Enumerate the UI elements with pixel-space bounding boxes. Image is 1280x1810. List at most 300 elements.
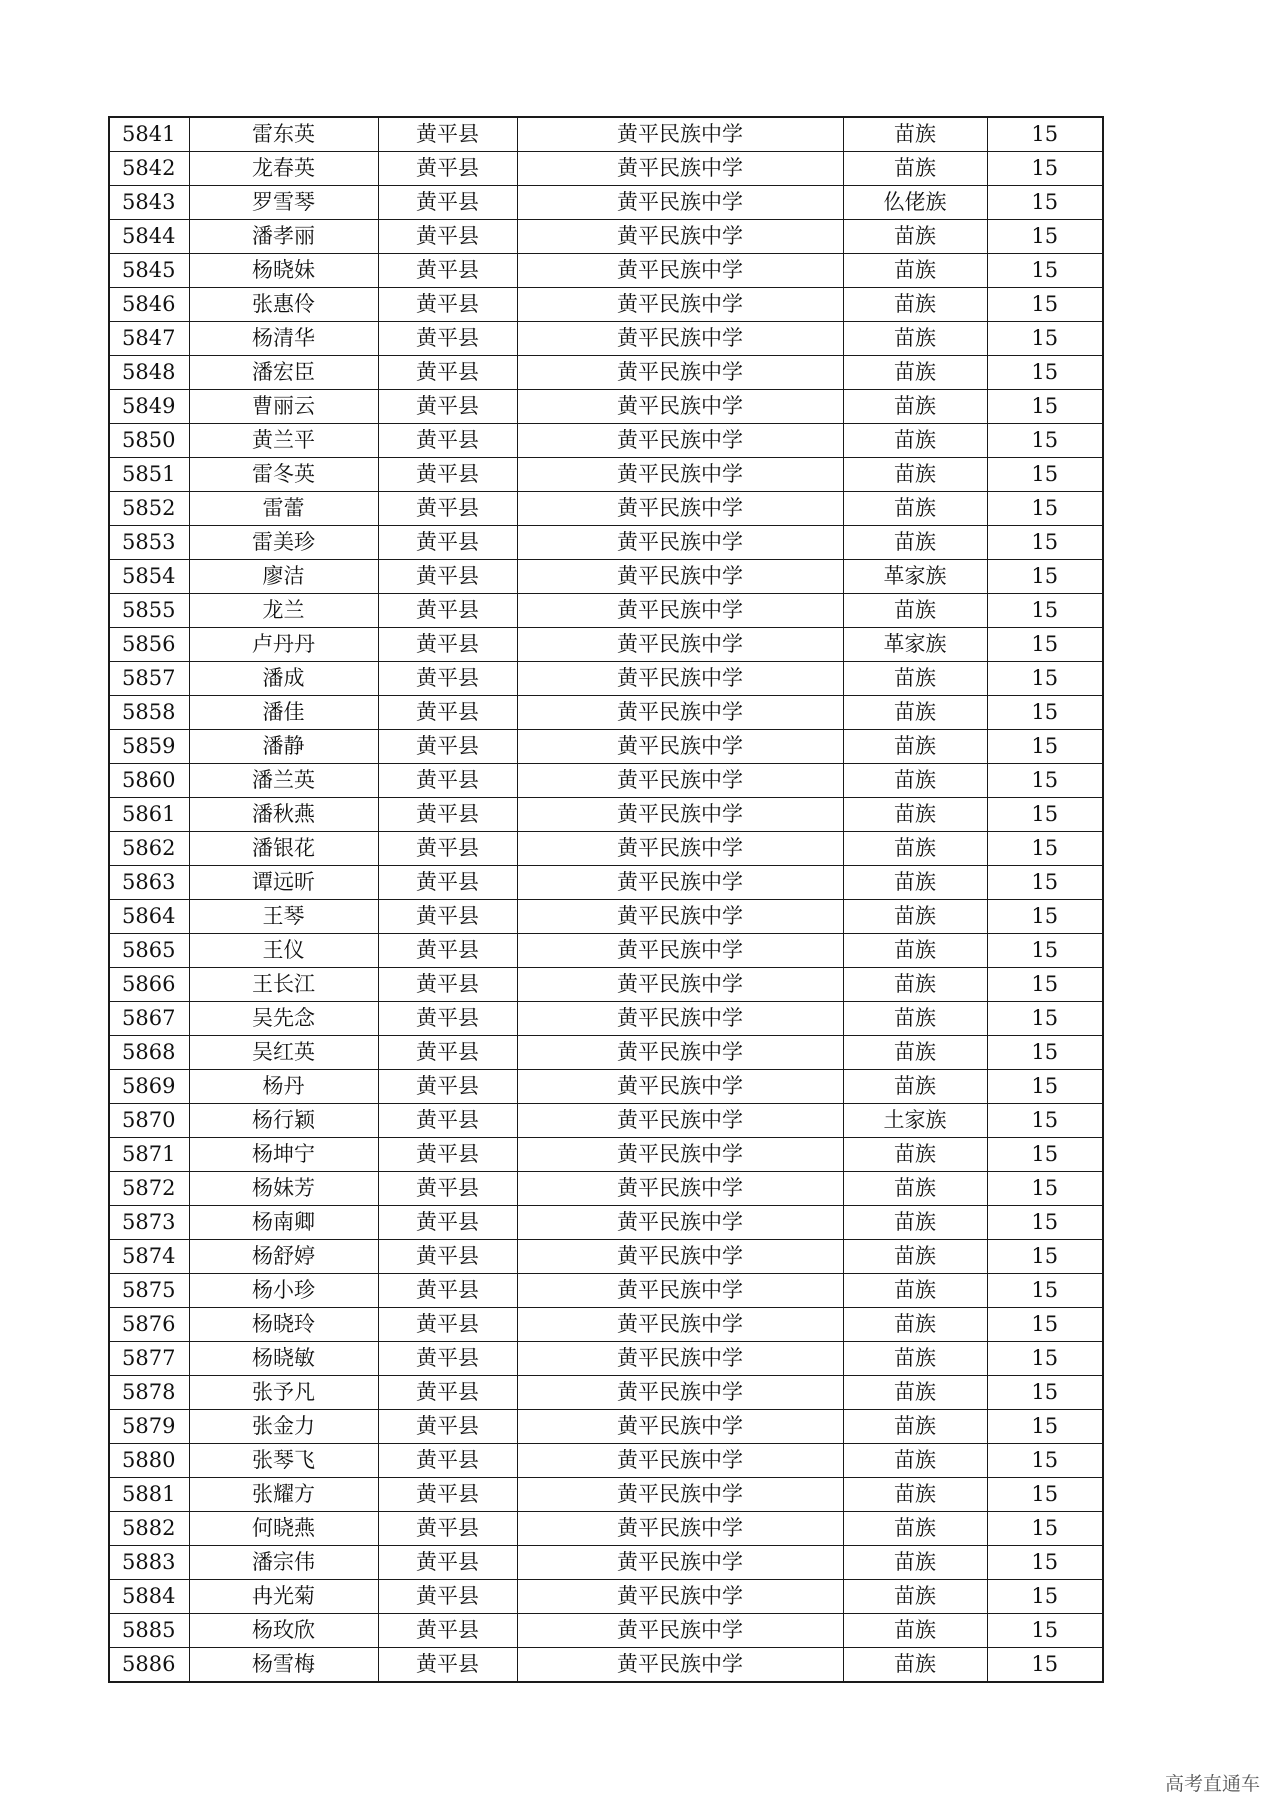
cell-name: 龙兰	[189, 594, 378, 628]
table-row	[109, 458, 1103, 492]
table-row	[109, 662, 1103, 696]
cell-ethnicity: 苗族	[843, 152, 987, 186]
cell-no: 5868	[109, 1036, 189, 1070]
cell-ethnicity: 苗族	[843, 1070, 987, 1104]
cell-ethnicity: 苗族	[843, 866, 987, 900]
cell-no: 5870	[109, 1104, 189, 1138]
cell-no: 5884	[109, 1580, 189, 1614]
cell-name: 罗雪琴	[189, 186, 378, 220]
cell-ethnicity: 苗族	[843, 1308, 987, 1342]
cell-no: 5871	[109, 1138, 189, 1172]
table-row	[109, 1342, 1103, 1376]
cell-ethnicity: 苗族	[843, 356, 987, 390]
roster-table	[108, 116, 1104, 1683]
cell-ethnicity: 苗族	[843, 1478, 987, 1512]
cell-no: 5879	[109, 1410, 189, 1444]
table-row	[109, 152, 1103, 186]
table-row	[109, 1036, 1103, 1070]
cell-name: 曹丽云	[189, 390, 378, 424]
cell-school: 黄平民族中学	[517, 560, 843, 594]
cell-points: 15	[987, 900, 1103, 934]
cell-points: 15	[987, 1614, 1103, 1648]
table-row	[109, 220, 1103, 254]
cell-no: 5873	[109, 1206, 189, 1240]
cell-school: 黄平民族中学	[517, 900, 843, 934]
table-row	[109, 1614, 1103, 1648]
table-row	[109, 1410, 1103, 1444]
cell-school: 黄平民族中学	[517, 1546, 843, 1580]
cell-ethnicity: 土家族	[843, 1104, 987, 1138]
cell-points: 15	[987, 254, 1103, 288]
cell-points: 15	[987, 1138, 1103, 1172]
cell-ethnicity: 苗族	[843, 526, 987, 560]
cell-no: 5850	[109, 424, 189, 458]
cell-school: 黄平民族中学	[517, 696, 843, 730]
cell-no: 5842	[109, 152, 189, 186]
cell-no: 5864	[109, 900, 189, 934]
cell-ethnicity: 苗族	[843, 1036, 987, 1070]
cell-school: 黄平民族中学	[517, 1206, 843, 1240]
cell-name: 廖洁	[189, 560, 378, 594]
table-row	[109, 1104, 1103, 1138]
cell-ethnicity: 苗族	[843, 1138, 987, 1172]
cell-ethnicity: 苗族	[843, 1002, 987, 1036]
cell-school: 黄平民族中学	[517, 1614, 843, 1648]
cell-school: 黄平民族中学	[517, 220, 843, 254]
cell-ethnicity: 苗族	[843, 832, 987, 866]
table-row	[109, 1172, 1103, 1206]
cell-points: 15	[987, 1376, 1103, 1410]
table-row	[109, 1206, 1103, 1240]
cell-points: 15	[987, 1342, 1103, 1376]
cell-ethnicity: 苗族	[843, 934, 987, 968]
cell-name: 杨丹	[189, 1070, 378, 1104]
roster-body	[109, 117, 1103, 1682]
cell-no: 5851	[109, 458, 189, 492]
cell-ethnicity: 苗族	[843, 288, 987, 322]
cell-county: 黄平县	[378, 594, 517, 628]
cell-no: 5878	[109, 1376, 189, 1410]
table-row	[109, 696, 1103, 730]
cell-school: 黄平民族中学	[517, 254, 843, 288]
cell-no: 5872	[109, 1172, 189, 1206]
cell-ethnicity: 苗族	[843, 220, 987, 254]
table-row	[109, 560, 1103, 594]
cell-points: 15	[987, 1546, 1103, 1580]
cell-county: 黄平县	[378, 1206, 517, 1240]
cell-name: 何晓燕	[189, 1512, 378, 1546]
cell-no: 5883	[109, 1546, 189, 1580]
cell-name: 雷美珍	[189, 526, 378, 560]
cell-school: 黄平民族中学	[517, 1580, 843, 1614]
cell-county: 黄平县	[378, 424, 517, 458]
cell-county: 黄平县	[378, 1274, 517, 1308]
table-row	[109, 594, 1103, 628]
cell-no: 5867	[109, 1002, 189, 1036]
cell-no: 5882	[109, 1512, 189, 1546]
cell-ethnicity: 苗族	[843, 968, 987, 1002]
cell-no: 5875	[109, 1274, 189, 1308]
cell-school: 黄平民族中学	[517, 1342, 843, 1376]
cell-name: 杨雪梅	[189, 1648, 378, 1683]
table-row	[109, 1478, 1103, 1512]
cell-ethnicity: 苗族	[843, 1376, 987, 1410]
cell-school: 黄平民族中学	[517, 492, 843, 526]
table-row	[109, 1240, 1103, 1274]
cell-points: 15	[987, 730, 1103, 764]
cell-ethnicity: 苗族	[843, 662, 987, 696]
cell-county: 黄平县	[378, 1546, 517, 1580]
cell-county: 黄平县	[378, 117, 517, 152]
cell-school: 黄平民族中学	[517, 322, 843, 356]
cell-points: 15	[987, 594, 1103, 628]
cell-ethnicity: 苗族	[843, 1580, 987, 1614]
cell-county: 黄平县	[378, 1444, 517, 1478]
table-row	[109, 1376, 1103, 1410]
cell-name: 杨清华	[189, 322, 378, 356]
cell-no: 5846	[109, 288, 189, 322]
cell-no: 5858	[109, 696, 189, 730]
cell-no: 5865	[109, 934, 189, 968]
cell-no: 5860	[109, 764, 189, 798]
table-row	[109, 1070, 1103, 1104]
cell-school: 黄平民族中学	[517, 1070, 843, 1104]
cell-county: 黄平县	[378, 730, 517, 764]
cell-no: 5866	[109, 968, 189, 1002]
cell-points: 15	[987, 1002, 1103, 1036]
cell-no: 5877	[109, 1342, 189, 1376]
cell-ethnicity: 苗族	[843, 390, 987, 424]
cell-no: 5862	[109, 832, 189, 866]
cell-school: 黄平民族中学	[517, 288, 843, 322]
cell-points: 15	[987, 662, 1103, 696]
cell-no: 5849	[109, 390, 189, 424]
cell-school: 黄平民族中学	[517, 390, 843, 424]
cell-name: 张金力	[189, 1410, 378, 1444]
cell-name: 杨舒婷	[189, 1240, 378, 1274]
cell-school: 黄平民族中学	[517, 832, 843, 866]
cell-points: 15	[987, 798, 1103, 832]
table-row	[109, 1444, 1103, 1478]
table-row	[109, 1648, 1103, 1683]
cell-name: 潘静	[189, 730, 378, 764]
cell-no: 5881	[109, 1478, 189, 1512]
cell-points: 15	[987, 1444, 1103, 1478]
cell-ethnicity: 苗族	[843, 1410, 987, 1444]
cell-county: 黄平县	[378, 254, 517, 288]
table-row	[109, 628, 1103, 662]
cell-points: 15	[987, 390, 1103, 424]
cell-points: 15	[987, 1478, 1103, 1512]
cell-no: 5861	[109, 798, 189, 832]
cell-points: 15	[987, 1410, 1103, 1444]
cell-points: 15	[987, 1580, 1103, 1614]
cell-no: 5886	[109, 1648, 189, 1683]
cell-school: 黄平民族中学	[517, 356, 843, 390]
cell-ethnicity: 苗族	[843, 1240, 987, 1274]
cell-school: 黄平民族中学	[517, 1036, 843, 1070]
cell-county: 黄平县	[378, 322, 517, 356]
cell-points: 15	[987, 526, 1103, 560]
cell-county: 黄平县	[378, 1240, 517, 1274]
cell-county: 黄平县	[378, 900, 517, 934]
cell-points: 15	[987, 764, 1103, 798]
cell-no: 5848	[109, 356, 189, 390]
cell-county: 黄平县	[378, 560, 517, 594]
cell-points: 15	[987, 424, 1103, 458]
cell-no: 5841	[109, 117, 189, 152]
table-row	[109, 526, 1103, 560]
cell-ethnicity: 苗族	[843, 254, 987, 288]
cell-points: 15	[987, 560, 1103, 594]
cell-points: 15	[987, 186, 1103, 220]
cell-school: 黄平民族中学	[517, 424, 843, 458]
cell-school: 黄平民族中学	[517, 1308, 843, 1342]
cell-county: 黄平县	[378, 356, 517, 390]
cell-school: 黄平民族中学	[517, 934, 843, 968]
cell-points: 15	[987, 288, 1103, 322]
cell-county: 黄平县	[378, 492, 517, 526]
table-row	[109, 322, 1103, 356]
cell-ethnicity: 苗族	[843, 1614, 987, 1648]
cell-ethnicity: 苗族	[843, 900, 987, 934]
cell-school: 黄平民族中学	[517, 628, 843, 662]
cell-no: 5874	[109, 1240, 189, 1274]
table-row	[109, 424, 1103, 458]
cell-points: 15	[987, 1070, 1103, 1104]
cell-school: 黄平民族中学	[517, 117, 843, 152]
cell-school: 黄平民族中学	[517, 1410, 843, 1444]
cell-points: 15	[987, 1240, 1103, 1274]
cell-no: 5845	[109, 254, 189, 288]
cell-county: 黄平县	[378, 220, 517, 254]
cell-county: 黄平县	[378, 764, 517, 798]
cell-points: 15	[987, 968, 1103, 1002]
cell-points: 15	[987, 832, 1103, 866]
cell-no: 5857	[109, 662, 189, 696]
cell-name: 吴红英	[189, 1036, 378, 1070]
cell-school: 黄平民族中学	[517, 1002, 843, 1036]
cell-name: 杨晓妹	[189, 254, 378, 288]
cell-school: 黄平民族中学	[517, 1376, 843, 1410]
cell-ethnicity: 苗族	[843, 1512, 987, 1546]
cell-school: 黄平民族中学	[517, 730, 843, 764]
cell-county: 黄平县	[378, 934, 517, 968]
cell-school: 黄平民族中学	[517, 1444, 843, 1478]
cell-county: 黄平县	[378, 832, 517, 866]
cell-name: 杨晓玲	[189, 1308, 378, 1342]
cell-name: 杨妹芳	[189, 1172, 378, 1206]
cell-school: 黄平民族中学	[517, 526, 843, 560]
cell-no: 5885	[109, 1614, 189, 1648]
table-row	[109, 492, 1103, 526]
cell-ethnicity: 苗族	[843, 594, 987, 628]
cell-points: 15	[987, 1104, 1103, 1138]
cell-points: 15	[987, 1172, 1103, 1206]
cell-ethnicity: 革家族	[843, 560, 987, 594]
table-row	[109, 1580, 1103, 1614]
cell-ethnicity: 苗族	[843, 492, 987, 526]
cell-name: 杨玫欣	[189, 1614, 378, 1648]
cell-county: 黄平县	[378, 1478, 517, 1512]
cell-no: 5863	[109, 866, 189, 900]
cell-points: 15	[987, 628, 1103, 662]
cell-ethnicity: 苗族	[843, 117, 987, 152]
cell-county: 黄平县	[378, 1308, 517, 1342]
cell-school: 黄平民族中学	[517, 798, 843, 832]
cell-ethnicity: 苗族	[843, 696, 987, 730]
cell-name: 潘秋燕	[189, 798, 378, 832]
cell-name: 张琴飞	[189, 1444, 378, 1478]
cell-name: 雷冬英	[189, 458, 378, 492]
cell-ethnicity: 苗族	[843, 764, 987, 798]
cell-name: 冉光菊	[189, 1580, 378, 1614]
cell-no: 5876	[109, 1308, 189, 1342]
cell-county: 黄平县	[378, 1172, 517, 1206]
cell-county: 黄平县	[378, 696, 517, 730]
cell-school: 黄平民族中学	[517, 764, 843, 798]
cell-points: 15	[987, 866, 1103, 900]
table-row	[109, 866, 1103, 900]
cell-county: 黄平县	[378, 390, 517, 424]
cell-county: 黄平县	[378, 866, 517, 900]
cell-no: 5853	[109, 526, 189, 560]
cell-county: 黄平县	[378, 1342, 517, 1376]
table-row	[109, 900, 1103, 934]
table-row	[109, 1512, 1103, 1546]
table-row	[109, 968, 1103, 1002]
cell-name: 潘银花	[189, 832, 378, 866]
cell-points: 15	[987, 458, 1103, 492]
cell-county: 黄平县	[378, 1070, 517, 1104]
cell-no: 5847	[109, 322, 189, 356]
cell-school: 黄平民族中学	[517, 1274, 843, 1308]
cell-name: 张耀方	[189, 1478, 378, 1512]
table-row	[109, 832, 1103, 866]
cell-ethnicity: 苗族	[843, 1342, 987, 1376]
cell-name: 张予凡	[189, 1376, 378, 1410]
cell-no: 5843	[109, 186, 189, 220]
table-row	[109, 730, 1103, 764]
table-row	[109, 390, 1103, 424]
cell-county: 黄平县	[378, 1410, 517, 1444]
cell-points: 15	[987, 356, 1103, 390]
cell-name: 潘宏臣	[189, 356, 378, 390]
cell-name: 王长江	[189, 968, 378, 1002]
cell-county: 黄平县	[378, 458, 517, 492]
cell-points: 15	[987, 117, 1103, 152]
cell-no: 5869	[109, 1070, 189, 1104]
cell-county: 黄平县	[378, 526, 517, 560]
table-row	[109, 1308, 1103, 1342]
cell-points: 15	[987, 934, 1103, 968]
cell-county: 黄平县	[378, 1138, 517, 1172]
cell-name: 吴先念	[189, 1002, 378, 1036]
cell-ethnicity: 苗族	[843, 322, 987, 356]
table-row	[109, 186, 1103, 220]
cell-county: 黄平县	[378, 1036, 517, 1070]
cell-no: 5856	[109, 628, 189, 662]
cell-ethnicity: 苗族	[843, 1206, 987, 1240]
table-row	[109, 254, 1103, 288]
cell-name: 杨坤宁	[189, 1138, 378, 1172]
cell-ethnicity: 苗族	[843, 1274, 987, 1308]
cell-name: 杨小珍	[189, 1274, 378, 1308]
cell-name: 潘兰英	[189, 764, 378, 798]
table-row	[109, 117, 1103, 152]
cell-name: 王琴	[189, 900, 378, 934]
cell-name: 龙春英	[189, 152, 378, 186]
cell-school: 黄平民族中学	[517, 1240, 843, 1274]
cell-county: 黄平县	[378, 152, 517, 186]
cell-ethnicity: 苗族	[843, 1172, 987, 1206]
cell-name: 雷东英	[189, 117, 378, 152]
cell-name: 卢丹丹	[189, 628, 378, 662]
cell-county: 黄平县	[378, 968, 517, 1002]
cell-name: 杨晓敏	[189, 1342, 378, 1376]
cell-school: 黄平民族中学	[517, 1104, 843, 1138]
cell-county: 黄平县	[378, 1614, 517, 1648]
cell-county: 黄平县	[378, 798, 517, 832]
cell-name: 黄兰平	[189, 424, 378, 458]
cell-school: 黄平民族中学	[517, 186, 843, 220]
table-row	[109, 1546, 1103, 1580]
cell-school: 黄平民族中学	[517, 458, 843, 492]
cell-points: 15	[987, 1308, 1103, 1342]
cell-name: 潘成	[189, 662, 378, 696]
cell-school: 黄平民族中学	[517, 1138, 843, 1172]
cell-name: 张惠伶	[189, 288, 378, 322]
cell-points: 15	[987, 220, 1103, 254]
cell-name: 潘宗伟	[189, 1546, 378, 1580]
cell-name: 潘孝丽	[189, 220, 378, 254]
cell-name: 谭远昕	[189, 866, 378, 900]
cell-points: 15	[987, 1512, 1103, 1546]
cell-points: 15	[987, 1648, 1103, 1683]
table-row	[109, 934, 1103, 968]
cell-county: 黄平县	[378, 1376, 517, 1410]
cell-name: 王仪	[189, 934, 378, 968]
cell-points: 15	[987, 1274, 1103, 1308]
cell-county: 黄平县	[378, 288, 517, 322]
cell-name: 雷蕾	[189, 492, 378, 526]
cell-no: 5880	[109, 1444, 189, 1478]
cell-no: 5852	[109, 492, 189, 526]
cell-ethnicity: 仫佬族	[843, 186, 987, 220]
cell-county: 黄平县	[378, 1648, 517, 1683]
cell-school: 黄平民族中学	[517, 662, 843, 696]
cell-ethnicity: 苗族	[843, 1546, 987, 1580]
cell-county: 黄平县	[378, 1580, 517, 1614]
cell-school: 黄平民族中学	[517, 1512, 843, 1546]
cell-points: 15	[987, 322, 1103, 356]
cell-no: 5859	[109, 730, 189, 764]
table-row	[109, 288, 1103, 322]
cell-ethnicity: 苗族	[843, 458, 987, 492]
table-row	[109, 1274, 1103, 1308]
cell-ethnicity: 苗族	[843, 1648, 987, 1683]
cell-name: 杨南卿	[189, 1206, 378, 1240]
cell-county: 黄平县	[378, 628, 517, 662]
cell-no: 5855	[109, 594, 189, 628]
cell-points: 15	[987, 1206, 1103, 1240]
cell-no: 5844	[109, 220, 189, 254]
cell-county: 黄平县	[378, 662, 517, 696]
cell-county: 黄平县	[378, 1002, 517, 1036]
cell-ethnicity: 苗族	[843, 730, 987, 764]
cell-ethnicity: 革家族	[843, 628, 987, 662]
cell-points: 15	[987, 492, 1103, 526]
